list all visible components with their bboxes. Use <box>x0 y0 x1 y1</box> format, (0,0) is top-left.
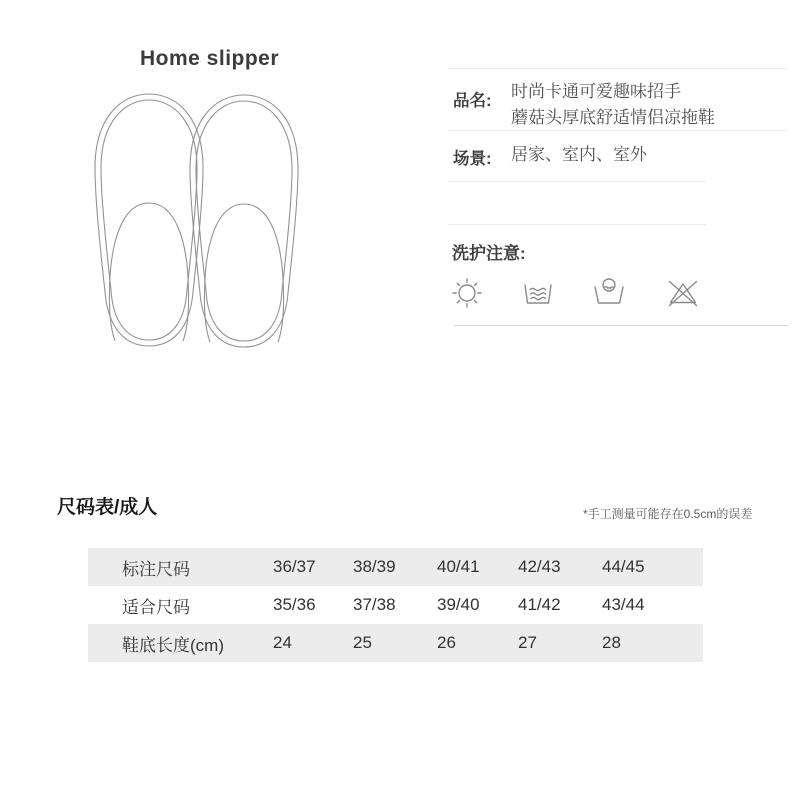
no-bleach-icon <box>666 276 700 310</box>
slippers-top-view-illustration <box>85 82 315 357</box>
divider <box>448 181 706 182</box>
divider <box>448 224 706 225</box>
divider <box>454 325 788 326</box>
row-label: 标注尺码 <box>122 559 190 579</box>
machine-wash-icon <box>521 276 555 310</box>
slipper-line-drawing <box>85 82 315 357</box>
size-chart-title: 尺码表/成人 <box>57 497 158 518</box>
product-name-value <box>511 79 715 131</box>
table-cell: 38/39 <box>353 557 396 576</box>
size-chart-note: *手工测量可能存在0.5cm的误差 <box>583 507 753 521</box>
right-slipper-outline <box>190 95 298 347</box>
table-row <box>88 624 703 662</box>
table-cell: 40/41 <box>437 557 480 576</box>
product-name-label: 品名: <box>453 92 492 110</box>
scene-label: 场景: <box>453 150 492 168</box>
hero-title: Home slipper <box>140 47 280 70</box>
product-name-line1: 时尚卡通可爱趣味招手 <box>511 82 681 101</box>
table-row <box>88 586 703 624</box>
table-cell: 42/43 <box>518 557 561 576</box>
product-name-line2: 蘑菇头厚底舒适情侣凉拖鞋 <box>511 108 715 127</box>
table-cell: 36/37 <box>273 557 316 576</box>
table-cell: 26 <box>437 633 456 652</box>
care-section-label: 洗护注意: <box>452 244 526 263</box>
table-cell: 39/40 <box>437 595 480 614</box>
table-cell: 44/45 <box>602 557 645 576</box>
hand-wash-icon <box>592 274 626 308</box>
table-cell: 24 <box>273 633 292 652</box>
table-cell: 37/38 <box>353 595 396 614</box>
table-row <box>88 548 703 586</box>
table-cell: 43/44 <box>602 595 645 614</box>
row-label: 鞋底长度(cm) <box>122 635 224 655</box>
sun-dry-icon <box>450 276 484 310</box>
scene-value: 居家、室内、室外 <box>511 145 647 164</box>
size-chart-table <box>88 548 703 662</box>
table-cell: 27 <box>518 633 537 652</box>
table-cell: 41/42 <box>518 595 561 614</box>
table-cell: 25 <box>353 633 372 652</box>
table-cell: 28 <box>602 633 621 652</box>
table-cell: 35/36 <box>273 595 316 614</box>
left-slipper-outline <box>95 94 203 346</box>
row-label: 适合尺码 <box>122 597 190 617</box>
divider <box>448 68 788 69</box>
